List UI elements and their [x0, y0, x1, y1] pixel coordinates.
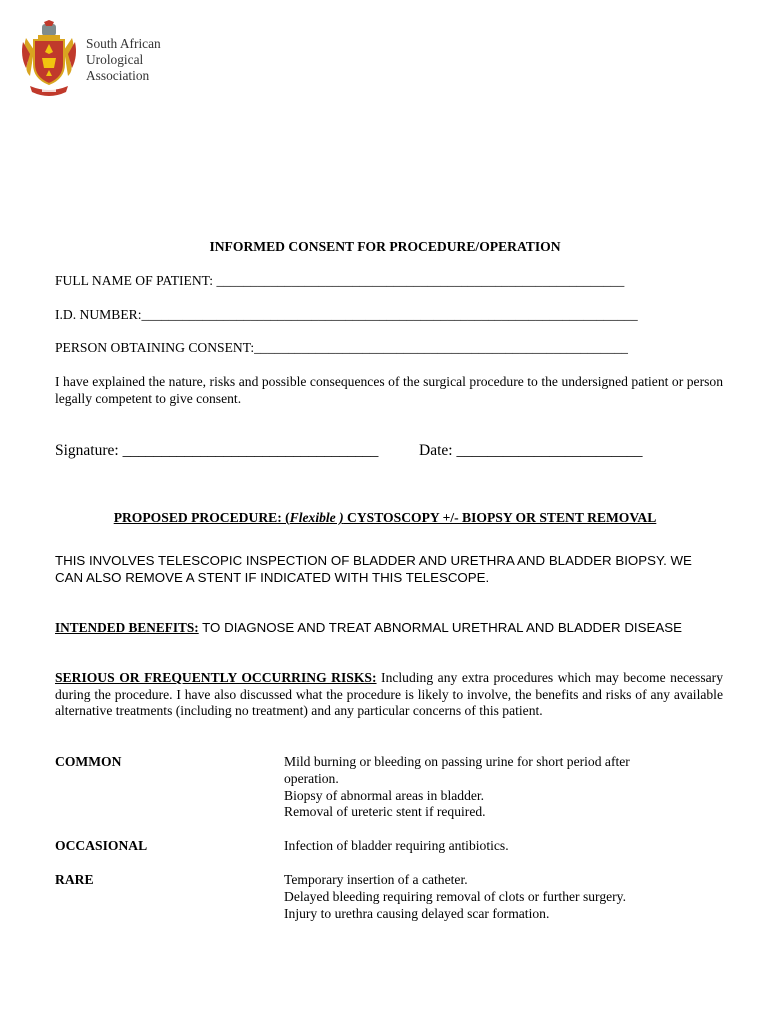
risk-occasional-list [284, 838, 704, 855]
risk-common-line: Mild burning or bleeding on passing urine for short period after [284, 754, 630, 769]
association-name-line-3: Association [86, 68, 150, 83]
association-name-line-1: South African [86, 36, 161, 51]
risk-common-line: Biopsy of abnormal areas in bladder. [284, 787, 485, 803]
risk-rare-line: Temporary insertion of a catheter. [284, 872, 468, 887]
person-obtaining-consent-field[interactable]: PERSON OBTAINING CONSENT:_______________________________________________________ [55, 340, 628, 355]
association-name-line-2: Urological [86, 52, 144, 67]
risk-occasional-line: Infection of bladder requiring antibiotics. [284, 838, 509, 853]
risk-rare-line: Injury to urethra causing delayed scar formation. [284, 905, 550, 921]
risk-rare-line: Delayed bleeding requiring removal of clots or further surgery. [284, 888, 626, 904]
coat-of-arms-icon [20, 20, 78, 100]
intended-benefits-text: TO DIAGNOSE AND TREAT ABNORMAL URETHRAL AND BLADDER DISEASE [198, 620, 682, 635]
intended-benefits [55, 620, 723, 637]
procedure-flexible: Flexible ) [289, 510, 344, 525]
document-title: INFORMED CONSENT FOR PROCEDURE/OPERATION [209, 239, 561, 254]
risk-common-line: Removal of ureteric stent if required. [284, 804, 486, 820]
risk-occasional-label: OCCASIONAL [55, 838, 148, 853]
risk-rare-label: RARE [55, 872, 94, 887]
date-field[interactable]: Date: ________________________ [419, 442, 643, 459]
risks-text: Including any extra procedures which may become necessary during the procedure. I have also discussed what the procedure is likely to involve, the benefits and risks of any available alternative treatments (including no treatment) and any particular concerns of this patient. [55, 670, 723, 718]
association-name [86, 36, 161, 84]
intended-benefits-label: INTENDED BENEFITS: [55, 620, 199, 635]
procedure-description: THIS INVOLVES TELESCOPIC INSPECTION OF BLADDER AND URETHRA AND BLADDER BIOPSY. WE CAN ALSO REMOVE A STENT IF INDICATED WITH THIS TELESCOPE. [55, 553, 692, 585]
full-name-field[interactable]: FULL NAME OF PATIENT: ____________________________________________________________ [55, 273, 625, 288]
risks-paragraph [55, 670, 723, 720]
risk-common-list [284, 754, 704, 821]
signature-field[interactable]: Signature: _________________________________ [55, 442, 379, 459]
risk-rare-list [284, 872, 704, 922]
procedure-prefix: PROPOSED PROCEDURE: ( [113, 510, 290, 525]
risks-label: SERIOUS OR FREQUENTLY OCCURRING RISKS: [55, 670, 377, 685]
procedure-name: CYSTOSCOPY +/- BIOPSY OR STENT REMOVAL [343, 510, 657, 525]
risk-common-line: operation. [284, 770, 339, 786]
id-number-field[interactable]: I.D. NUMBER:_________________________________________________________________________ [55, 307, 638, 322]
risk-common-label: COMMON [55, 754, 122, 769]
explanation-statement: I have explained the nature, risks and possible consequences of the surgical procedure to the undersigned patient or person legally competent to give consent. [55, 374, 723, 406]
proposed-procedure-heading [0, 510, 770, 526]
